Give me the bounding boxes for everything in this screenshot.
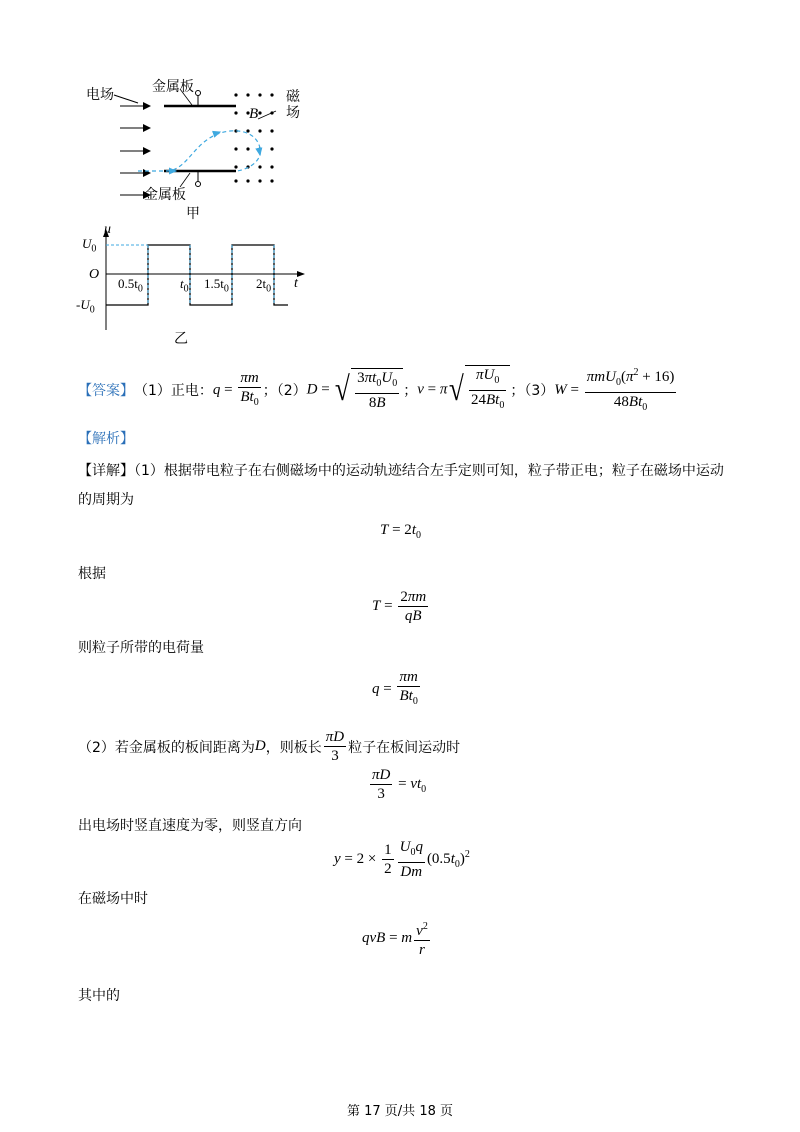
formula-period: $T = 2t_0$ (380, 522, 421, 541)
figure-a-diagram (80, 75, 320, 225)
basis-label: 根据 (78, 566, 106, 582)
formula-plate-time: $\frac{\pi D}{3}$ = $vt_0$ (372, 767, 427, 802)
detail-tag: 【详解】 (78, 463, 134, 479)
field-dot (258, 129, 261, 132)
answer-distance-formula: D = √ $\frac{3\pi t_0U_0}{8B}$ (307, 368, 404, 412)
detail-line-2: 的周期为 (78, 492, 134, 508)
tick-0.5t0: $0.5t_0$ (118, 276, 143, 295)
field-dot (234, 179, 237, 182)
field-dot (258, 93, 261, 96)
field-dot (270, 93, 273, 96)
field-dot (234, 147, 237, 150)
analysis-tag: 【解析】 (78, 431, 134, 447)
detail-line-1: 【详解】（1）根据带电粒子在右侧磁场中的运动轨迹结合左手定则可知，粒子带正电；粒子在磁场中运动 (78, 463, 724, 479)
in-field-label: 在磁场中时 (78, 891, 148, 907)
field-dot (270, 147, 273, 150)
answer-velocity-formula: v = π√ $\frac{\pi U_0}{24Bt_0}$ (417, 365, 510, 415)
formula-lorentz: qvB = m $\frac{v^2}{r}$ (362, 918, 432, 959)
charge-label: 则粒子所带的电荷量 (78, 640, 204, 656)
label-electric-field: 电场 (86, 87, 114, 103)
answer-work-formula: W = $\frac{\pi mU_0(\pi^2 + 16)}{48Bt_0}$ (554, 364, 678, 417)
voltage-square-wave (106, 245, 288, 305)
answer-tag: 【答案】 (78, 383, 134, 399)
figure-a-caption: 甲 (186, 206, 200, 222)
label-magnetic-2: 场 (286, 105, 300, 121)
particle-trajectory (138, 131, 260, 171)
field-dot (246, 129, 249, 132)
formula-period-relation: T = $\frac{2\pi m}{qB}$ (372, 589, 427, 624)
field-dot (270, 129, 273, 132)
axis-u-label: u (104, 222, 111, 237)
field-dot (270, 179, 273, 182)
formula-vertical-displacement: y = 2 × $\frac{1}{2}$ $\frac{U_0q}{Dm}$ $(0.5t_0)^2$ (334, 839, 470, 880)
label-metal-plate-bottom: 金属板 (144, 187, 186, 203)
field-dot (246, 147, 249, 150)
figure-b-graph (72, 222, 312, 332)
field-dot (258, 111, 261, 114)
axis-t-label: t (294, 276, 298, 291)
page-footer: 第 17 页/共 18 页 (347, 1104, 453, 1119)
tick-2t0: $2t_0$ (256, 276, 272, 295)
field-dot (258, 165, 261, 168)
field-dot (246, 93, 249, 96)
u0-label: $U_0$ (82, 236, 97, 255)
origin-label: O (89, 267, 100, 282)
figure-b-caption: 乙 (174, 331, 188, 347)
answer-charge-formula: q = $\frac{\pi m}{Bt_0}$ (212, 369, 259, 408)
field-dot (258, 179, 261, 182)
tick-t0: $t_0$ (180, 276, 189, 295)
plate-length-formula: $\frac{\pi D}{3}$ (325, 729, 345, 764)
neg-u0-label: $-U_0$ (76, 297, 95, 316)
field-dot (234, 111, 237, 114)
answer-line: 【答案】 （1）正电： q = $\frac{\pi m}{Bt_0}$ ；（2） D = √ $\frac{3\pi t_0U_0}{8B}$ ； v = π√ $\frac{\pi U_0}{24Bt_0}$ ；（3） W = $\frac{\pi mU_0(\pi^2 + 16)}{48Bt_0}$ (78, 362, 778, 418)
label-metal-plate-top: 金属板 (152, 79, 194, 95)
part2-line: （2）若金属板的板间距离为 D ，则板长 $\frac{\pi D}{3}$ 粒子在板间运动时 (78, 729, 461, 764)
field-dot (246, 179, 249, 182)
label-B: B (249, 106, 259, 122)
where-label: 其中的 (78, 988, 120, 1004)
field-dot (270, 111, 273, 114)
field-dot (234, 93, 237, 96)
tick-1.5t0: $1.5t_0$ (204, 276, 229, 295)
vertical-label: 出电场时竖直速度为零，则竖直方向 (78, 818, 302, 834)
label-magnetic-1: 磁 (286, 89, 300, 105)
field-dot (234, 165, 237, 168)
field-dot (270, 165, 273, 168)
formula-charge: q = $\frac{\pi m}{Bt_0}$ (372, 669, 418, 707)
